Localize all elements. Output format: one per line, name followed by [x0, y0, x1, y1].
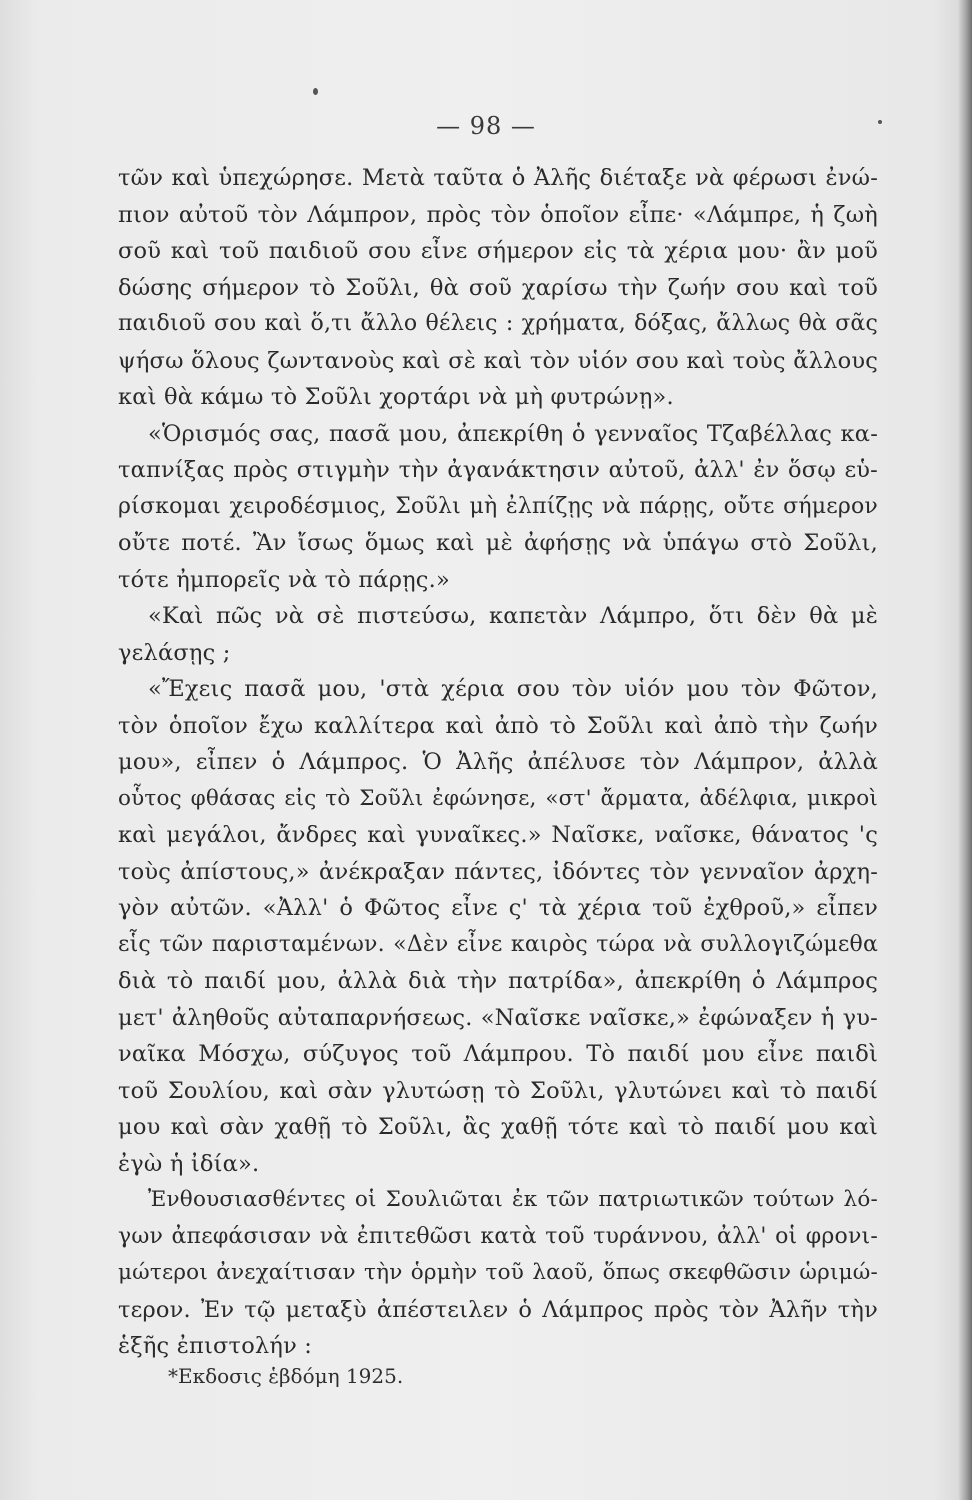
text-line: ναῖκα Μόσχω, σύζυγος τοῦ Λάμπρου. Τὸ παιδί μου εἶνε παιδὶ — [118, 1041, 878, 1067]
text-line: καὶ θὰ κάμω τὸ Σοῦλι χορτάρι νὰ μὴ φυτρώνῃ». — [118, 384, 674, 410]
text-line: «Καὶ πῶς νὰ σὲ πιστεύσω, καπετὰν Λάμπρο, ὅτι δὲν θὰ μὲ — [148, 603, 878, 629]
edition-footnote: *Εκδοσις ἑβδόμη 1925. — [168, 1364, 404, 1388]
text-line: ἐγὼ ἡ ἰδία». — [118, 1150, 260, 1177]
text-line: ἑξῆς ἐπιστολήν : — [118, 1333, 313, 1359]
text-line: ταπνίξας πρὸς στιγμὴν τὴν ἀγανάκτησιν αὐτοῦ, ἀλλ' ἐν ὅσῳ εὑ- — [118, 457, 878, 483]
text-line: τοῦ Σουλίου, καὶ σὰν γλυτώσῃ τὸ Σοῦλι, γλυτώνει καὶ τὸ παιδί — [118, 1077, 878, 1104]
text-line: ρίσκομαι χειροδέσμιος, Σοῦλι μὴ ἐλπίζῃς νὰ πάρῃς, οὔτε σήμερον — [118, 493, 878, 519]
text-line: παιδιοῦ σου καὶ ὅ,τι ἄλλο θέλεις : χρήματα, δόξας, ἄλλως θὰ σᾶς — [118, 311, 878, 336]
text-line: διὰ τὸ παιδί μου, ἀλλὰ διὰ τὴν πατρίδα», ἀπεκρίθη ὁ Λάμπρος — [118, 968, 878, 994]
text-line: δώσης σήμερον τὸ Σοῦλι, θὰ σοῦ χαρίσω τὴν ζωήν σου καὶ τοῦ — [118, 274, 878, 301]
ink-speck — [313, 88, 318, 95]
text-line: καὶ μεγάλοι, ἄνδρες καὶ γυναῖκες.» Ναῖσκε, ναῖσκε, θάνατος 'ς — [118, 822, 878, 848]
body-text — [118, 160, 878, 1365]
text-line: τῶν καὶ ὑπεχώρησε. Μετὰ ταῦτα ὁ Ἀλῆς διέταξε νὰ φέρωσι ἐνώ- — [118, 165, 878, 191]
text-line: Ἐνθουσιασθέντες οἱ Σουλιῶται ἐκ τῶν πατριωτικῶν τούτων λό- — [148, 1187, 878, 1212]
page-edge-shadow — [958, 0, 972, 1500]
text-line: τερον. Ἐν τῷ μεταξὺ ἀπέστειλεν ὁ Λάμπρος πρὸς τὸν Ἀλῆν τὴν — [118, 1296, 878, 1323]
page-number: — 98 — — [436, 112, 536, 140]
text-line: τότε ἠμπορεῖς νὰ τὸ πάρῃς.» — [118, 566, 450, 593]
text-line: εἷς τῶν παρισταμένων. «Δὲν εἶνε καιρὸς τώρα νὰ συλλογιζώμεθα — [118, 931, 878, 957]
text-line: τοὺς ἀπίστους,» ἀνέκραξαν πάντες, ἰδόντες τὸν γενναῖον ἀρχη- — [118, 858, 878, 885]
text-line: γὸν αὐτῶν. «Ἀλλ' ὁ Φῶτος εἶνε ς' τὰ χέρια τοῦ ἐχθροῦ,» εἶπεν — [118, 895, 878, 921]
text-line: τὸν ὁποῖον ἔχω καλλίτερα καὶ ἀπὸ τὸ Σοῦλι καὶ ἀπὸ τὴν ζωήν — [118, 712, 878, 739]
text-line: μετ' ἀληθοῦς αὐταπαρνήσεως. «Ναῖσκε ναῖσκε,» ἐφώναξεν ἡ γυ- — [118, 1004, 878, 1031]
text-line: ψήσω ὅλους ζωντανοὺς καὶ σὲ καὶ τὸν υἱόν σου καὶ τοὺς ἄλλους — [118, 347, 878, 374]
text-line: «Ἔχεις πασᾶ μου, 'στὰ χέρια σου τὸν υἱόν μου τὸν Φῶτον, — [148, 676, 878, 702]
text-line: σοῦ καὶ τοῦ παιδιοῦ σου εἶνε σήμερον εἰς τὰ χέρια μου· ἂν μοῦ — [118, 238, 878, 264]
text-line: μου», εἶπεν ὁ Λάμπρος. Ὁ Ἀλῆς ἀπέλυσε τὸν Λάμπρον, ἀλλὰ — [118, 749, 878, 775]
text-line: μου καὶ σὰν χαθῇ τὸ Σοῦλι, ἂς χαθῇ τότε καὶ τὸ παιδί μου καὶ — [118, 1114, 878, 1140]
text-line: πιον αὐτοῦ τὸν Λάμπρον, πρὸς τὸν ὁποῖον εἶπε· «Λάμπρε, ἡ ζωὴ — [118, 201, 878, 228]
text-line: μώτεροι ἀνεχαίτισαν τὴν ὁρμὴν τοῦ λαοῦ, ὅπως σκεφθῶσιν ὡριμώ- — [118, 1260, 878, 1285]
text-line: γων ἀπεφάσισαν νὰ ἐπιτεθῶσι κατὰ τοῦ τυράννου, ἀλλ' οἱ φρονι- — [118, 1223, 878, 1249]
text-line: γελάσῃς ; — [118, 639, 231, 666]
text-line: οὔτε ποτέ. Ἂν ἴσως ὅμως καὶ μὲ ἀφήσῃς νὰ ὑπάγω στὸ Σοῦλι, — [118, 530, 878, 556]
text-line: «Ὁρισμός σας, πασᾶ μου, ἀπεκρίθη ὁ γενναῖος Τζαβέλλας κα- — [148, 420, 878, 447]
text-line: οὗτος φθάσας εἰς τὸ Σοῦλι ἐφώνησε, «στ' ἄρματα, ἀδέλφια, μικροὶ — [118, 785, 878, 811]
